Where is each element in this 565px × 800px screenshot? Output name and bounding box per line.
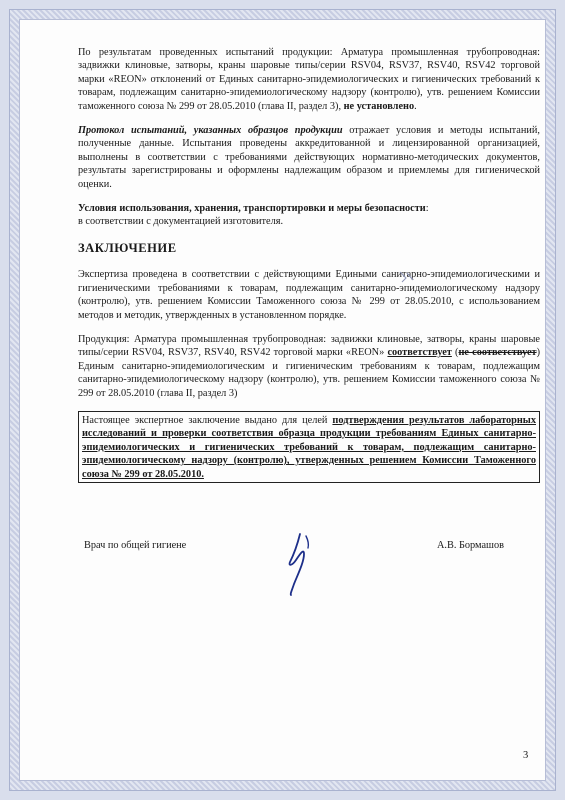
paragraph-text: По результатам проведенных испытаний продукции: Арматура промышленная трубопроводная: задвижки клиновые, затворы, краны шаровые типы/серии RSV04, RSV37, RSV40, RSV42 торговой марки «REON» отклонений от Единых санитарно-эпидемиологических и гигиенических требований к товарам, подлежащим санитарно-эпидемиологическому надзору (контролю), утв. решением Комиссии таможенного союза № 299 от 28.05.2010 (глава II, раздел 3), [78,47,540,112]
paragraph-test-results [78,46,540,113]
protocol-emphasis: Протокол испытаний, указанных образцов продукции [78,125,343,137]
purpose-emphasis: подтверждения результатов лабораторных исследований и проверки соответствия образца продукции требованиям Единых санитарно-эпидемиологических и гигиенических требований к товарам, подлежащим санитарно-эпидемиологическому надзору (контролю), утвержденных решением Комиссии Таможенного союза № 299 от 28.05.2010. [82,414,536,480]
paragraph-expertise: Экспертиза проведена в соответствии с действующими Едиными санитарно-эпидемиологическими и гигиеническими требованиями к товарам, подлежащим санитарно-эпидемиологическому надзору (контролю), утв. решением Комиссии Таможенного союза № 299 от 28.05.2010, с использованием методов и методик, утвержденных в установленном порядке. [78,269,540,321]
paragraph-text: ) Единым санитарно-эпидемиологическим и гигиеническим требованиям к товарам, подлежащим санитарно-эпидемиологическому надзору (контролю), утв. решением Комиссии таможенного союза № 299 от 28.05.2010 (глава II, раздел 3) [78,347,541,399]
paragraph-protocol [78,124,540,191]
conclusion-heading: ЗАКЛЮЧЕНИЕ [78,240,177,255]
conditions-heading: Условия использования, хранения, транспортировки и меры безопасности [78,203,426,215]
paragraph-purpose-boxed [78,411,540,483]
paragraph-text: Настоящее экспертное заключение выдано для целей [82,414,333,426]
page-number: 3 [523,750,529,761]
paragraph-text: отражает условия и методы испытаний, полученные данные. Испытания проведены аккредитованной и лицензированной организацией, выполнены в соответствии с требованиями действующих нормативно-методических документов, результаты зарегистрированы и оформлены надлежащим образом и приемлемы для гигиенической оценки. [78,125,540,190]
paragraph-product-conformity [78,333,540,400]
signer-name: А.В. Бормашов [436,540,504,551]
paragraph-text-end: . [414,100,417,112]
conforms-emphasis: соответствует [387,347,452,359]
not-conforms-struck: не соответствует [458,347,537,359]
document-body [78,46,540,483]
paragraph-text: Продукция: Арматура промышленная трубопроводная: задвижки клиновые, затворы, краны шаровые типы/серии RSV04, RSV37, RSV40, RSV42 торговой марки «REON» [78,333,540,359]
result-emphasis: не установлено [343,100,415,112]
paragraph-conditions [78,202,540,229]
signer-role: Врач по общей гигиене [84,540,187,551]
conditions-text: в соответствии с документацией изготовителя. [78,216,284,228]
handwritten-signature-icon [278,528,324,598]
paren-open: ( [451,347,459,359]
conditions-colon: : [425,203,429,215]
small-mark-icon [398,270,416,284]
